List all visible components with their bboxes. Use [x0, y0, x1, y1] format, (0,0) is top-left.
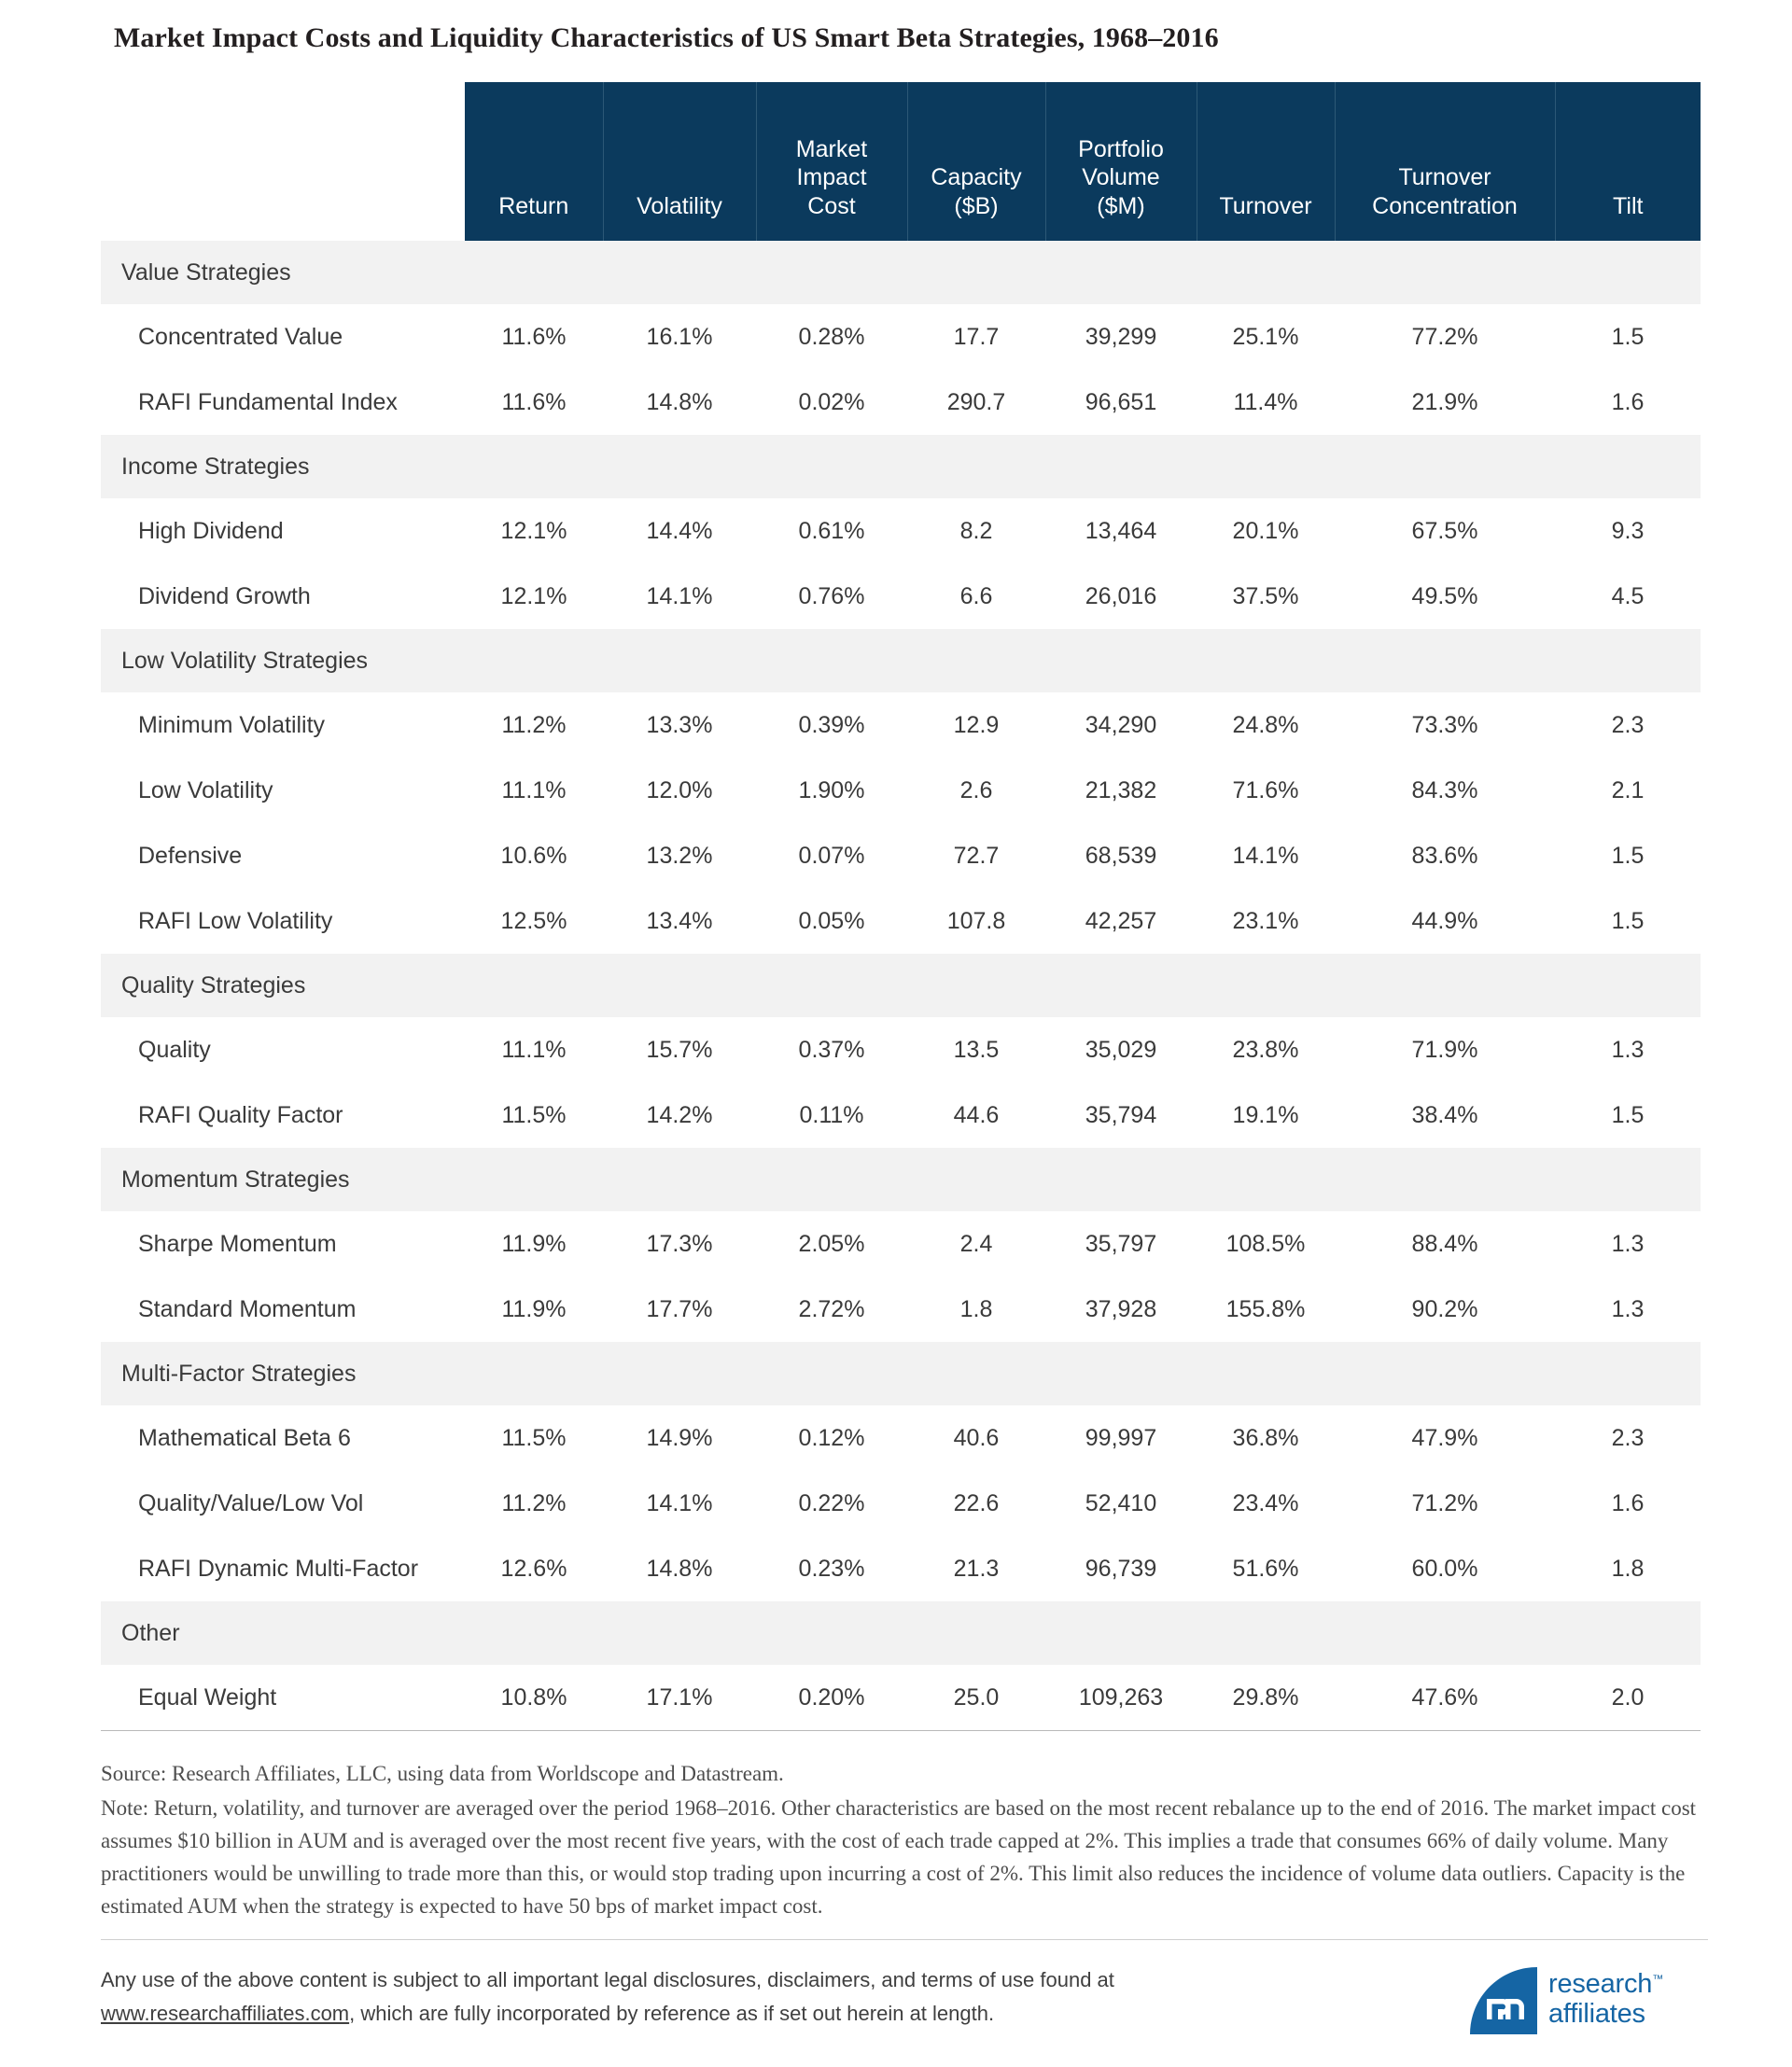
cell-cap: 72.7: [953, 842, 1000, 869]
footer-divider: [101, 1939, 1708, 1940]
research-affiliates-logo: [1470, 1963, 1703, 2040]
strategy-name: RAFI Fundamental Index: [138, 388, 398, 415]
strategy-name: Concentrated Value: [138, 323, 343, 350]
cell-pv: 99,997: [1085, 1424, 1157, 1451]
table-row: [101, 1017, 1701, 1082]
cell-mic: 2.05%: [798, 1230, 865, 1257]
table-row: [101, 823, 1701, 888]
cell-to: 23.8%: [1232, 1036, 1299, 1063]
cell-cap: 13.5: [953, 1036, 1000, 1063]
strategy-name: Mathematical Beta 6: [138, 1424, 351, 1451]
cell-ret: 11.5%: [501, 1424, 567, 1451]
cell-vol: 14.2%: [646, 1101, 713, 1128]
cell-pv: 109,263: [1045, 1665, 1197, 1731]
disclaimer-text-post: , which are fully incorporated by reference as if set out herein at length.: [349, 2001, 995, 2025]
cell-tilt: 1.8: [1611, 1555, 1645, 1582]
strategy-name: Sharpe Momentum: [138, 1230, 337, 1257]
cell-ret: 11.9%: [501, 1295, 567, 1322]
section-label: Momentum Strategies: [101, 1148, 1701, 1211]
cell-pv: 52,410: [1085, 1489, 1157, 1516]
column-header-tilt: Tilt: [1555, 82, 1701, 241]
cell-toc: 67.5%: [1411, 517, 1478, 544]
cell-pv: 96,651: [1085, 388, 1157, 415]
cell-toc: 49.5%: [1411, 582, 1478, 609]
table-row: [101, 758, 1701, 823]
cell-tilt: 1.3: [1611, 1036, 1645, 1063]
section-header-row: [101, 1601, 1701, 1665]
cell-to: 51.6%: [1232, 1555, 1299, 1582]
cell-mic: 0.02%: [798, 388, 865, 415]
cell-ret: 12.1%: [500, 517, 567, 544]
cell-to: 36.8%: [1232, 1424, 1299, 1451]
strategy-name: Defensive: [138, 842, 243, 869]
section-header-row: [101, 1342, 1701, 1405]
cell-cap: 6.6: [959, 582, 993, 609]
column-header-toc: Turnover Concentration: [1335, 82, 1555, 241]
table-row: [101, 1471, 1701, 1536]
cell-vol: 13.2%: [646, 842, 713, 869]
section-header-row: [101, 435, 1701, 498]
section-label: Low Volatility Strategies: [101, 629, 1701, 692]
cell-pv: 26,016: [1085, 582, 1157, 609]
trademark-symbol: ™: [1652, 1972, 1664, 1986]
table-row: [101, 888, 1701, 954]
cell-tilt: 1.6: [1611, 1489, 1645, 1516]
cell-cap: 21.3: [953, 1555, 1000, 1582]
logo-line-2: affiliates: [1548, 1999, 1645, 2030]
cell-vol: 14.9%: [646, 1424, 713, 1451]
strategy-name: High Dividend: [138, 517, 284, 544]
cell-ret: 12.6%: [500, 1555, 567, 1582]
cell-ret: 10.8%: [465, 1665, 603, 1731]
column-header-pv: Portfolio Volume ($M): [1045, 82, 1197, 241]
cell-pv: 96,739: [1085, 1555, 1157, 1582]
cell-cap: 12.9: [953, 711, 1000, 738]
cell-to: 71.6%: [1232, 776, 1299, 803]
cell-to: 14.1%: [1232, 842, 1299, 869]
section-header-row: [101, 954, 1701, 1017]
cell-pv: 68,539: [1085, 842, 1157, 869]
table-row: [101, 1665, 1701, 1731]
cell-tilt: 2.0: [1555, 1665, 1701, 1731]
cell-to: 37.5%: [1232, 582, 1299, 609]
column-header-cap: Capacity ($B): [907, 82, 1045, 241]
cell-mic: 0.11%: [799, 1101, 864, 1128]
cell-vol: 17.3%: [646, 1230, 713, 1257]
cell-cap: 8.2: [959, 517, 993, 544]
cell-ret: 12.5%: [500, 907, 567, 934]
table-row: [101, 692, 1701, 758]
strategy-name: Minimum Volatility: [138, 711, 326, 738]
cell-mic: 0.61%: [798, 517, 865, 544]
strategy-name: RAFI Quality Factor: [138, 1101, 343, 1128]
column-header-name: [101, 82, 465, 241]
cell-vol: 17.1%: [603, 1665, 756, 1731]
cell-cap: 22.6: [953, 1489, 1000, 1516]
cell-to: 155.8%: [1225, 1295, 1306, 1322]
section-header-row: [101, 629, 1701, 692]
strategy-name: Quality: [138, 1036, 211, 1063]
cell-ret: 11.9%: [501, 1230, 567, 1257]
cell-toc: 73.3%: [1411, 711, 1478, 738]
cell-pv: 39,299: [1085, 323, 1157, 350]
cell-toc: 44.9%: [1411, 907, 1478, 934]
cell-tilt: 1.5: [1611, 907, 1645, 934]
cell-tilt: 4.5: [1611, 582, 1645, 609]
section-label: Income Strategies: [101, 435, 1701, 498]
cell-ret: 11.5%: [501, 1101, 567, 1128]
cell-mic: 0.76%: [798, 582, 865, 609]
cell-vol: 14.4%: [646, 517, 713, 544]
logo-line-1: research: [1548, 1969, 1653, 1999]
cell-tilt: 1.6: [1611, 388, 1645, 415]
cell-mic: 0.12%: [798, 1424, 865, 1451]
data-table-container: [101, 82, 1701, 1731]
cell-to: 19.1%: [1232, 1101, 1299, 1128]
cell-ret: 11.1%: [501, 1036, 567, 1063]
cell-to: 25.1%: [1232, 323, 1299, 350]
cell-to: 23.4%: [1232, 1489, 1299, 1516]
cell-to: 24.8%: [1232, 711, 1299, 738]
cell-vol: 14.1%: [646, 582, 713, 609]
cell-cap: 107.8: [946, 907, 1006, 934]
cell-ret: 11.2%: [501, 711, 567, 738]
section-label: Other: [101, 1601, 1701, 1665]
column-header-ret: Return: [465, 82, 603, 241]
cell-pv: 37,928: [1085, 1295, 1157, 1322]
cell-tilt: 1.5: [1611, 842, 1645, 869]
cell-pv: 42,257: [1085, 907, 1157, 934]
cell-pv: 35,797: [1085, 1230, 1157, 1257]
cell-to: 20.1%: [1232, 517, 1299, 544]
logo-wordmark: [1548, 1969, 1663, 2030]
cell-mic: 0.22%: [798, 1489, 865, 1516]
cell-mic: 0.39%: [798, 711, 865, 738]
table-row: [101, 1277, 1701, 1342]
cell-pv: 35,794: [1085, 1101, 1157, 1128]
cell-mic: 0.20%: [756, 1665, 907, 1731]
cell-toc: 47.6%: [1335, 1665, 1555, 1731]
cell-mic: 0.23%: [798, 1555, 865, 1582]
strategy-name: RAFI Low Volatility: [138, 907, 333, 934]
cell-tilt: 1.3: [1611, 1230, 1645, 1257]
section-header-row: [101, 1148, 1701, 1211]
cell-pv: 35,029: [1085, 1036, 1157, 1063]
cell-tilt: 9.3: [1611, 517, 1645, 544]
cell-vol: 12.0%: [646, 776, 713, 803]
ra-monogram-icon: [1470, 1967, 1537, 2034]
cell-to: 11.4%: [1233, 388, 1298, 415]
table-body: [101, 241, 1701, 1731]
cell-mic: 0.37%: [798, 1036, 865, 1063]
cell-ret: 10.6%: [500, 842, 567, 869]
cell-mic: 1.90%: [798, 776, 865, 803]
column-header-to: Turnover: [1197, 82, 1335, 241]
cell-toc: 38.4%: [1411, 1101, 1478, 1128]
methodology-note: Note: Return, volatility, and turnover are averaged over the period 1968–2016. Other characteristics are based on the most recent rebalance up to the end of 2016. The market impact cost assumes $10 billion in AUM and is averaged over the most recent five years, with the cost of each trade capped at 2%. This implies a trade that consumes 66% of daily volume. Many practitioners would be unwilling to trade more than this, or would stop trading upon incurring a cost of 2%. This limit also reduces the incidence of volume data outliers. Capacity is the estimated AUM when the strategy is expected to have 50 bps of market impact cost.: [101, 1795, 1697, 1918]
cell-tilt: 1.5: [1611, 1101, 1645, 1128]
cell-toc: 77.2%: [1411, 323, 1478, 350]
cell-pv: 13,464: [1085, 517, 1157, 544]
legal-disclaimer: [101, 1963, 1314, 2030]
cell-toc: 71.9%: [1411, 1036, 1478, 1063]
table-row: [101, 498, 1701, 564]
cell-mic: 0.07%: [798, 842, 865, 869]
cell-toc: 60.0%: [1411, 1555, 1478, 1582]
column-header-vol: Volatility: [603, 82, 756, 241]
table-row: [101, 1082, 1701, 1148]
table-header-row: [101, 82, 1701, 241]
table-row: [101, 564, 1701, 629]
cell-cap: 2.6: [959, 776, 993, 803]
cell-toc: 84.3%: [1411, 776, 1478, 803]
cell-tilt: 2.1: [1611, 776, 1645, 803]
cell-cap: 290.7: [946, 388, 1006, 415]
cell-vol: 16.1%: [646, 323, 713, 350]
cell-cap: 40.6: [953, 1424, 1000, 1451]
strategy-name: Dividend Growth: [138, 582, 311, 609]
cell-ret: 12.1%: [500, 582, 567, 609]
cell-toc: 90.2%: [1411, 1295, 1478, 1322]
cell-vol: 17.7%: [646, 1295, 713, 1322]
table-row: [101, 1405, 1701, 1471]
table-header: [101, 82, 1701, 241]
cell-toc: 88.4%: [1411, 1230, 1478, 1257]
cell-tilt: 1.3: [1611, 1295, 1645, 1322]
footnotes: [101, 1758, 1708, 1923]
cell-toc: 47.9%: [1411, 1424, 1478, 1451]
table-row: [101, 1536, 1701, 1601]
cell-ret: 11.6%: [501, 388, 567, 415]
cell-toc: 83.6%: [1411, 842, 1478, 869]
strategy-name: Quality/Value/Low Vol: [138, 1489, 364, 1516]
strategy-name: Equal Weight: [101, 1665, 465, 1731]
column-header-mic: Market Impact Cost: [756, 82, 907, 241]
cell-ret: 11.1%: [501, 776, 567, 803]
cell-toc: 71.2%: [1411, 1489, 1478, 1516]
strategy-name: Standard Momentum: [138, 1295, 357, 1322]
section-label: Value Strategies: [101, 241, 1701, 304]
research-affiliates-link[interactable]: www.researchaffiliates.com: [101, 2001, 350, 2025]
cell-cap: 1.8: [959, 1295, 993, 1322]
strategy-name: RAFI Dynamic Multi-Factor: [138, 1555, 419, 1582]
cell-vol: 13.4%: [646, 907, 713, 934]
strategy-name: Low Volatility: [138, 776, 273, 803]
source-note: Source: Research Affiliates, LLC, using data from Worldscope and Datastream.: [101, 1762, 784, 1785]
table-row: [101, 1211, 1701, 1277]
cell-vol: 14.1%: [646, 1489, 713, 1516]
cell-to: 23.1%: [1232, 907, 1299, 934]
cell-mic: 0.05%: [798, 907, 865, 934]
cell-pv: 34,290: [1085, 711, 1157, 738]
cell-vol: 14.8%: [646, 388, 713, 415]
smart-beta-table: [101, 82, 1701, 1731]
table-row: [101, 304, 1701, 370]
cell-toc: 21.9%: [1411, 388, 1478, 415]
cell-cap: 17.7: [953, 323, 1000, 350]
cell-tilt: 1.5: [1611, 323, 1645, 350]
cell-vol: 13.3%: [646, 711, 713, 738]
section-label: Quality Strategies: [101, 954, 1701, 1017]
cell-cap: 25.0: [907, 1665, 1045, 1731]
cell-pv: 21,382: [1085, 776, 1157, 803]
cell-mic: 0.28%: [798, 323, 865, 350]
disclaimer-text-pre: Any use of the above content is subject to all important legal disclosures, disclaimers, and terms of use found at: [101, 1968, 1114, 1991]
cell-cap: 44.6: [953, 1101, 1000, 1128]
cell-cap: 2.4: [959, 1230, 993, 1257]
cell-ret: 11.6%: [501, 323, 567, 350]
section-header-row: [101, 241, 1701, 304]
cell-tilt: 2.3: [1611, 1424, 1645, 1451]
table-row: [101, 370, 1701, 435]
cell-vol: 15.7%: [646, 1036, 713, 1063]
cell-to: 108.5%: [1225, 1230, 1306, 1257]
cell-to: 29.8%: [1197, 1665, 1335, 1731]
page-title: Market Impact Costs and Liquidity Characteristics of US Smart Beta Strategies, 1968–2016: [114, 22, 1219, 53]
cell-tilt: 2.3: [1611, 711, 1645, 738]
cell-vol: 14.8%: [646, 1555, 713, 1582]
cell-ret: 11.2%: [501, 1489, 567, 1516]
cell-mic: 2.72%: [798, 1295, 865, 1322]
section-label: Multi-Factor Strategies: [101, 1342, 1701, 1405]
